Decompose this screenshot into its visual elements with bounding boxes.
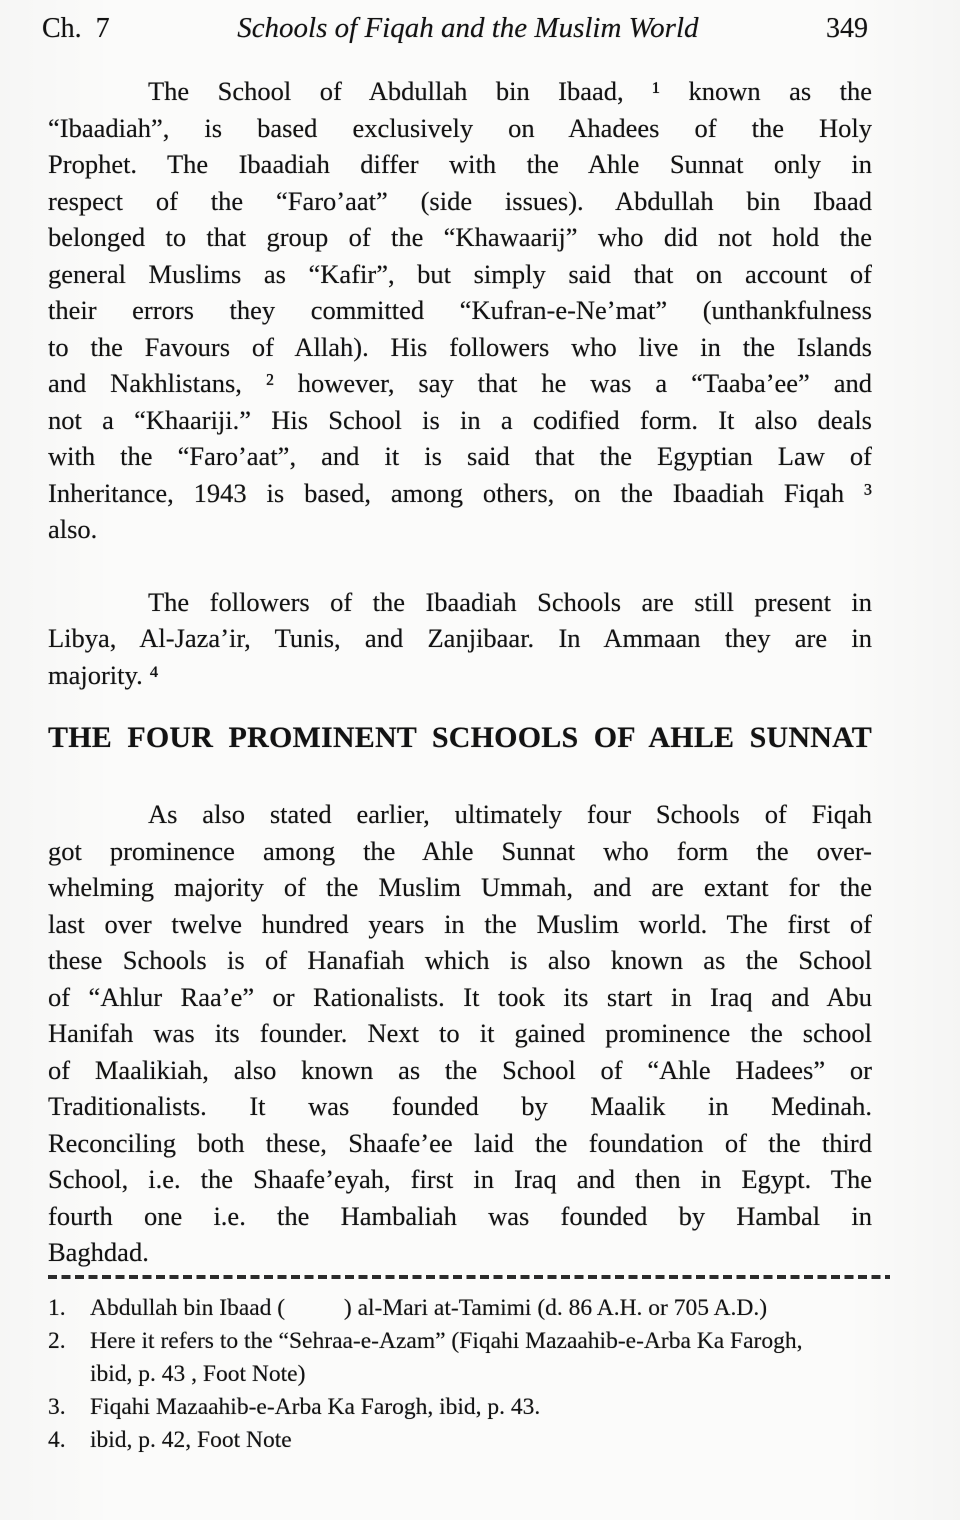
paragraph-line: their errors they committed “Kufran-e-Ne’mat” (unthankfulness — [48, 295, 872, 325]
paragraph-line: whelming majority of the Muslim Ummah, and are extant for the — [48, 872, 872, 902]
paragraph-line: The School of Abdullah bin Ibaad, ¹ known as the — [148, 76, 872, 106]
paragraph-line: As also stated earlier, ultimately four Schools of Fiqah — [148, 799, 872, 829]
footnote-number: 4. — [48, 1426, 66, 1453]
paragraph-line: not a “Khaariji.” His School is in a codified form. It also deals — [48, 404, 872, 435]
footnote-item — [48, 1424, 900, 1457]
section-heading: THE FOUR PROMINENT SCHOOLS OF AHLE SUNNAT — [48, 721, 872, 754]
paragraph — [48, 73, 872, 548]
chapter-label: Ch. 7 — [42, 13, 110, 44]
paragraph-line: “Ibaadiah”, is based exclusively on Ahadees of the Holy — [48, 112, 872, 143]
paragraph-line: also. — [48, 514, 98, 544]
footnote-item — [48, 1325, 900, 1391]
footnote-line: Here it refers to the “Sehraa-e-Azam” (Fiqahi Mazaahib-e-Arba Ka Farogh, — [90, 1327, 803, 1354]
page-number: 349 — [826, 13, 868, 44]
paragraph-line: School, i.e. the Shaafe’eyah, first in Iraq and then in Egypt. The — [48, 1164, 872, 1194]
paragraph-line: Inheritance, 1943 is based, among others, on the Ibaadiah Fiqah ³ — [48, 477, 872, 508]
paragraph-line: these Schools is of Hanafiah which is also known as the School — [48, 945, 872, 975]
footnote-line: Abdullah bin Ibaad ( ) al-Mari at-Tamimi (d. 86 A.H. or 705 A.D.) — [90, 1294, 768, 1321]
paragraph-line: fourth one i.e. the Hambaliah was founded by Hambal in — [48, 1200, 872, 1231]
paragraph-line: Libya, Al-Jaza’ir, Tunis, and Zanjibaar. In Ammaan they are in — [48, 623, 872, 653]
paragraph-line: majority. ⁴ — [48, 659, 159, 690]
footnote-line: ibid, p. 42, Foot Note — [90, 1426, 292, 1453]
paragraph-line: of Maalikiah, also known as the School of “Ahle Hadees” or — [48, 1054, 872, 1085]
paragraph-line: Traditionalists. It was founded by Maalik in Medinah. — [48, 1091, 872, 1121]
paragraph-line: general Muslims as “Kafir”, but simply said that on account of — [48, 258, 872, 289]
paragraph-line: of “Ahlur Raa’e” or Rationalists. It took its start in Iraq and Abu — [48, 981, 872, 1012]
paragraph-line: last over twelve hundred years in the Muslim world. The first of — [48, 908, 872, 939]
paragraph-line: Reconciling both these, Shaafe’ee laid the foundation of the third — [48, 1127, 872, 1158]
footnote-text — [90, 1325, 900, 1391]
footnote-item — [48, 1391, 900, 1424]
footnote-text — [90, 1391, 900, 1424]
paragraph — [48, 796, 872, 1271]
footnote-separator — [48, 1275, 890, 1279]
paragraph — [48, 584, 872, 694]
footnote-line: ibid, p. 43 , Foot Note) — [90, 1360, 306, 1387]
footnote-number: 3. — [48, 1393, 66, 1420]
paragraph-line: with the “Faro’aat”, and it is said that the Egyptian Law of — [48, 441, 872, 471]
footnote-text — [90, 1424, 900, 1457]
paragraph-line: Hanifah was its founder. Next to it gained prominence the school — [48, 1018, 872, 1048]
page-body — [48, 73, 872, 1271]
paragraph-line: got prominence among the Ahle Sunnat who form the over- — [48, 835, 872, 866]
paragraph-line: Prophet. The Ibaadiah differ with the Ahle Sunnat only in — [48, 149, 872, 179]
paragraph-line: respect of the “Faro’aat” (side issues). Abdullah bin Ibaad — [48, 185, 872, 216]
footnote-line: Fiqahi Mazaahib-e-Arba Ka Farogh, ibid, p. 43. — [90, 1393, 541, 1420]
footnote-text — [90, 1292, 900, 1325]
footnote-number: 1. — [48, 1294, 66, 1321]
paragraph-line: to the Favours of Allah). His followers who live in the Islands — [48, 331, 872, 362]
paragraph-line: belonged to that group of the “Khawaarij” who did not hold the — [48, 222, 872, 252]
paragraph-line: The followers of the Ibaadiah Schools are still present in — [148, 586, 872, 617]
paragraph-line: and Nakhlistans, ² however, say that he was a “Taaba’ee” and — [48, 368, 872, 398]
footnote-item — [48, 1292, 900, 1325]
running-header — [0, 0, 960, 45]
footnotes-section — [48, 1292, 900, 1457]
footnote-number: 2. — [48, 1327, 66, 1354]
paragraph-line: Baghdad. — [48, 1237, 149, 1267]
running-title: Schools of Fiqah and the Muslim World — [237, 12, 699, 44]
